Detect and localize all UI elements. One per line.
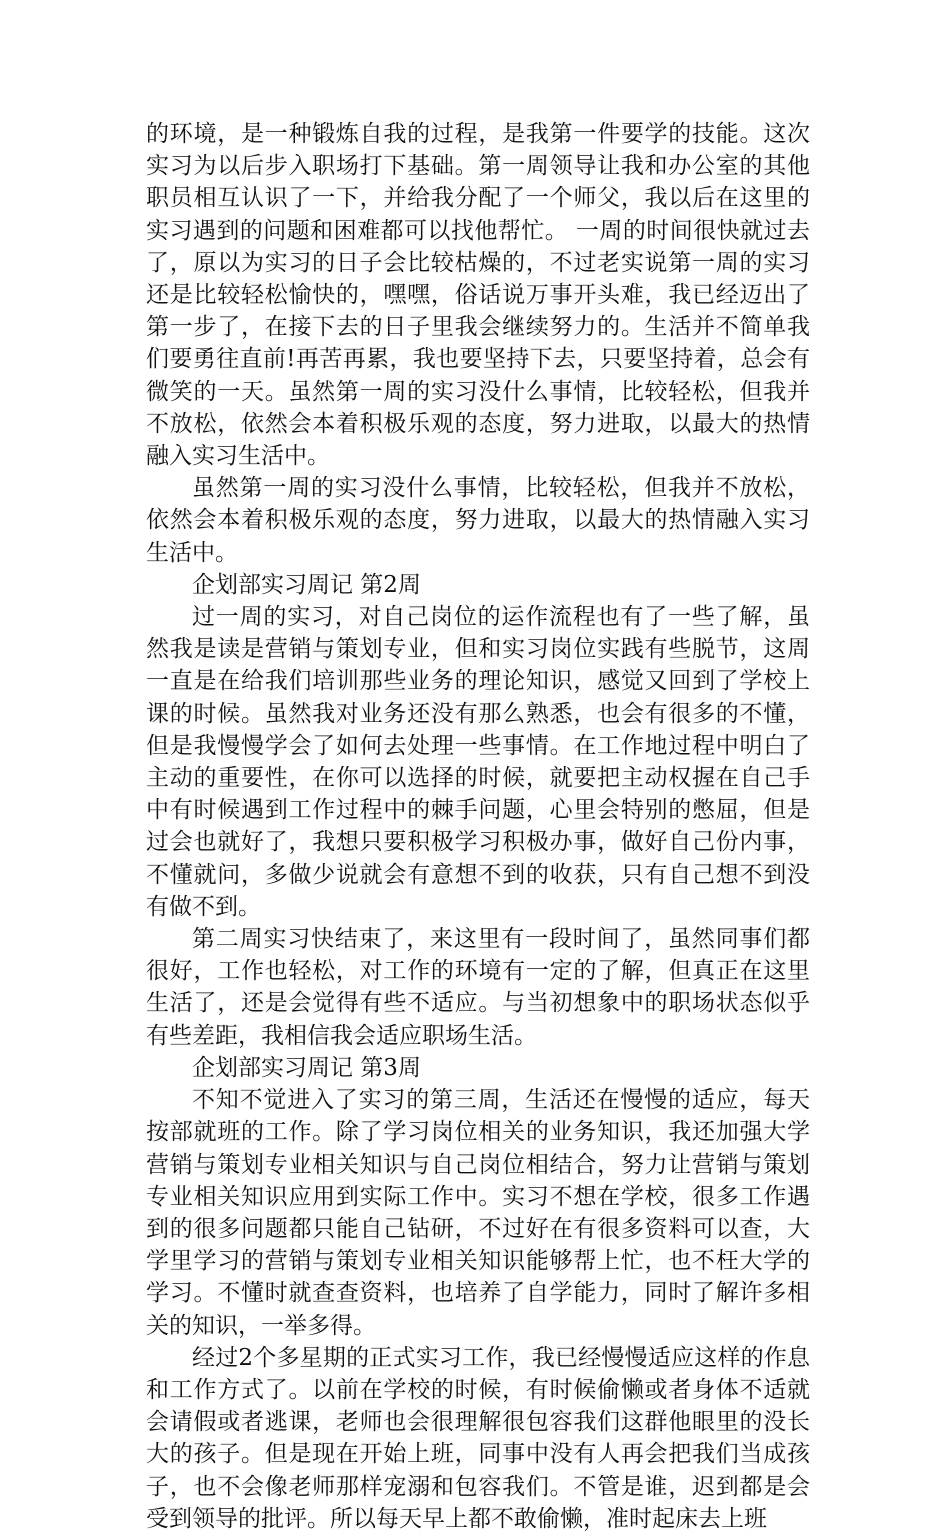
section-heading-week-2: 企划部实习周记 第2周 [192, 571, 421, 598]
paragraph-4: 第二周实习快结束了，来这里有一段时间了，虽然同事们都很好，工作也轻松，对工作的环境有一定的了解，但真正在这里生活了，还是会觉得有些不适应。与当初想象中的职场状态似乎有些差距，我相信我会适应职场生活。 [146, 926, 810, 1049]
paragraph-5: 不知不觉进入了实习的第三周，生活还在慢慢的适应，每天按部就班的工作。除了学习岗位相关的业务知识，我还加强大学营销与策划专业相关知识与自己岗位相结合，努力让营销与策划专业相关知识应用到实际工作中。实习不想在学校，很多工作遇到的很多问题都只能自己钻研，不过好在有很多资料可以查，大学里学习的营销与策划专业相关知识能够帮上忙，也不枉大学的学习。不懂时就查查资料，也培养了自学能力，同时了解许多相关的知识，一举多得。 [146, 1087, 810, 1339]
paragraph-1: 的环境，是一种锻炼自我的过程，是我第一件要学的技能。这次实习为以后步入职场打下基础。第一周领导让我和办公室的其他职员相互认识了一下，并给我分配了一个师父，我以后在这里的实习遇到的问题和困难都可以找他帮忙。 一周的时间很快就过去了，原以为实习的日子会比较枯燥的，不过老实说第一周的实习还是比较轻松愉快的，嘿嘿，俗话说万事开头难，我已经迈出了第一步了，在接下去的日子里我会继续努力的。生活并不简单我们要勇往直前!再苦再累，我也要坚持下去，只要坚持着，总会有微笑的一天。虽然第一周的实习没什么事情，比较轻松，但我并不放松，依然会本着积极乐观的态度，努力进取，以最大的热情融入实习生活中。 [146, 121, 810, 470]
paragraph-6: 经过2个多星期的正式实习工作，我已经慢慢适应这样的作息和工作方式了。以前在学校的时候，有时候偷懒或者身体不适就会请假或者逃课，老师也会很理解很包容我们这群他眼里的没长大的孩子。但是现在开始上班，同事中没有人再会把我们当成孩子，也不会像老师那样宠溺和包容我们。不管是谁，迟到都是会受到领导的批评。所以每天早上都不敢偷懒，准时起床去上班 [146, 1344, 810, 1532]
document-body [146, 118, 810, 1535]
paragraph-2: 虽然第一周的实习没什么事情，比较轻松，但我并不放松，依然会本着积极乐观的态度，努力进取，以最大的热情融入实习生活中。 [146, 475, 810, 566]
paragraph-3: 过一周的实习，对自己岗位的运作流程也有了一些了解，虽然我是读是营销与策划专业，但和实习岗位实践有些脱节，这周一直是在给我们培训那些业务的理论知识，感觉又回到了学校上课的时候。虽然我对业务还没有那么熟悉，也会有很多的不懂，但是我慢慢学会了如何去处理一些事情。在工作地过程中明白了主动的重要性，在你可以选择的时候，就要把主动权握在自己手中有时候遇到工作过程中的棘手问题，心里会特别的憋屈，但是过会也就好了，我想只要积极学习积极办事，做好自己份内事，不懂就问，多做少说就会有意想不到的收获，只有自己想不到没有做不到。 [146, 604, 810, 920]
section-heading-week-3: 企划部实习周记 第3周 [192, 1054, 421, 1081]
